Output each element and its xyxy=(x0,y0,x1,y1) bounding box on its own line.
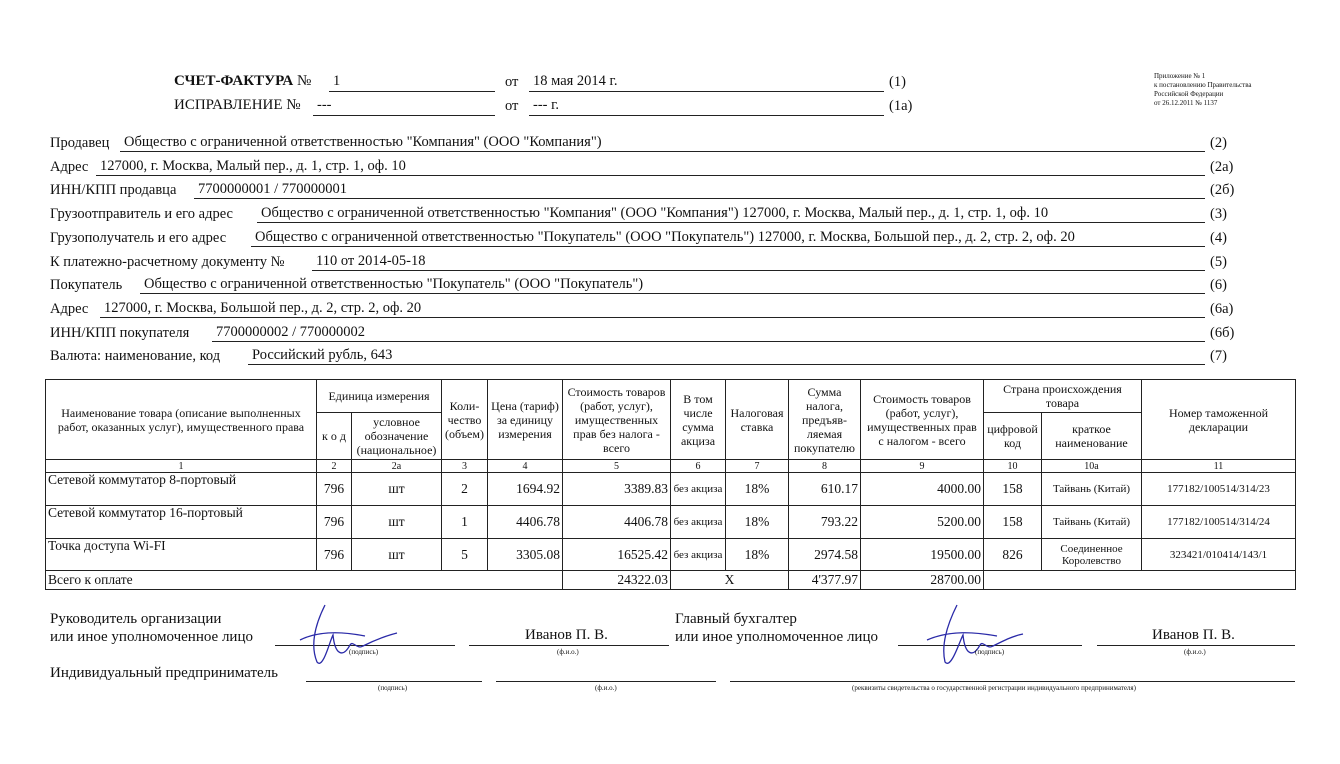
col-num: 11 xyxy=(1142,460,1296,473)
col-num: 2 xyxy=(317,460,352,473)
head-name-line xyxy=(469,645,669,646)
col-header-unit-code: к о д xyxy=(317,413,352,460)
seller-value: Общество с ограниченной ответственностью "Компания" (ООО "Компания") xyxy=(120,134,1205,152)
accountant-name: Иванов П. В. xyxy=(1152,627,1235,643)
item-qty: 1 xyxy=(442,506,488,539)
code-6a: (6а) xyxy=(1210,301,1234,317)
item-qty: 2 xyxy=(442,473,488,506)
item-country-code: 826 xyxy=(984,539,1042,571)
item-price: 4406.78 xyxy=(488,506,563,539)
item-qty: 5 xyxy=(442,539,488,571)
item-excise: без акциза xyxy=(671,506,726,539)
item-excise: без акциза xyxy=(671,539,726,571)
seller-address-label: Адрес xyxy=(50,159,89,175)
total-row xyxy=(46,571,1296,590)
item-total: 5200.00 xyxy=(861,506,984,539)
item-tax: 2974.58 xyxy=(789,539,861,571)
item-country-code: 158 xyxy=(984,473,1042,506)
item-unit-code: 796 xyxy=(317,539,352,571)
invoice-from-label: от xyxy=(505,74,519,90)
item-total: 19500.00 xyxy=(861,539,984,571)
col-header-unit-name: условное обозначение (национальное) xyxy=(352,413,442,460)
item-name: Сетевой коммутатор 16-портовый xyxy=(46,506,317,539)
head-label: Руководитель организации или иное уполномоченное лицо xyxy=(50,611,253,645)
total-sum: 28700.00 xyxy=(861,571,984,590)
total-empty xyxy=(984,571,1296,590)
item-price: 1694.92 xyxy=(488,473,563,506)
item-excise: без акциза xyxy=(671,473,726,506)
col-header-unit: Единица измерения xyxy=(317,380,442,413)
code-6b: (6б) xyxy=(1210,325,1235,341)
item-unit: шт xyxy=(352,473,442,506)
entrepreneur-registration-caption: (реквизиты свидетельства о государственной регистрации индивидуального предпринимателя) xyxy=(852,684,1136,692)
col-header-price: Цена (тариф) за единицу измерения xyxy=(488,380,563,460)
item-unit-code: 796 xyxy=(317,473,352,506)
column-numbers-row xyxy=(46,460,1296,473)
col-num: 8 xyxy=(789,460,861,473)
correction-from-label: от xyxy=(505,98,519,114)
total-cost: 24322.03 xyxy=(563,571,671,590)
item-name: Точка доступа Wi-FI xyxy=(46,539,317,571)
total-excise: X xyxy=(671,571,789,590)
item-unit-code: 796 xyxy=(317,506,352,539)
total-label: Всего к оплате xyxy=(46,571,563,590)
entrepreneur-registration-line xyxy=(730,681,1295,682)
col-num: 6 xyxy=(671,460,726,473)
accountant-signature-image xyxy=(905,600,1035,670)
consignee-label: Грузополучатель и его адрес xyxy=(50,230,227,246)
correction-date: --- г. xyxy=(529,97,884,116)
item-total: 4000.00 xyxy=(861,473,984,506)
buyer-address-label: Адрес xyxy=(50,301,89,317)
col-header-qty: Коли-чество (объем) xyxy=(442,380,488,460)
invoice-date: 18 мая 2014 г. xyxy=(529,73,884,92)
col-num: 10а xyxy=(1042,460,1142,473)
col-header-cost-with-tax: Стоимость товаров (работ, услуг), имущественных прав с налогом - всего xyxy=(861,380,984,460)
item-country-name: Тайвань (Китай) xyxy=(1042,506,1142,539)
shipper-label: Грузоотправитель и его адрес xyxy=(50,206,233,222)
table-row xyxy=(46,506,1296,539)
col-num: 5 xyxy=(563,460,671,473)
item-tax: 610.17 xyxy=(789,473,861,506)
head-fio-caption: (ф.и.о.) xyxy=(557,648,579,656)
col-header-excise: В том числе сумма акциза xyxy=(671,380,726,460)
item-cost: 16525.42 xyxy=(563,539,671,571)
item-customs: 323421/010414/143/1 xyxy=(1142,539,1296,571)
table-row xyxy=(46,539,1296,571)
entrepreneur-signature-caption: (подпись) xyxy=(378,684,408,692)
code-3: (3) xyxy=(1210,206,1227,222)
buyer-inn-label: ИНН/КПП покупателя xyxy=(50,325,190,341)
col-num: 2а xyxy=(352,460,442,473)
item-tax: 793.22 xyxy=(789,506,861,539)
code-6: (6) xyxy=(1210,277,1227,293)
col-num: 1 xyxy=(46,460,317,473)
item-country-name: Тайвань (Китай) xyxy=(1042,473,1142,506)
table-row xyxy=(46,473,1296,506)
col-num: 7 xyxy=(726,460,789,473)
consignee-value: Общество с ограниченной ответственностью "Покупатель" (ООО "Покупатель") 127000, г. Москва, Большой пер., д. 2, стр. 2, оф. 20 xyxy=(251,229,1205,247)
payment-doc-value: 110 от 2014-05-18 xyxy=(312,253,1205,271)
shipper-value: Общество с ограниченной ответственностью "Компания" (ООО "Компания") 127000, г. Москва, Малый пер., д. 1, стр. 1, оф. 10 xyxy=(257,205,1205,223)
item-price: 3305.08 xyxy=(488,539,563,571)
seller-inn-value: 7700000001 / 770000001 xyxy=(194,181,1205,199)
entrepreneur-signature-line xyxy=(306,681,482,682)
currency-label: Валюта: наименование, код xyxy=(50,348,221,364)
col-num: 10 xyxy=(984,460,1042,473)
col-header-country: Страна происхождения товара xyxy=(984,380,1142,413)
seller-label: Продавец xyxy=(50,135,110,151)
item-unit: шт xyxy=(352,539,442,571)
item-rate: 18% xyxy=(726,473,789,506)
code-1a: (1а) xyxy=(889,98,913,114)
item-country-code: 158 xyxy=(984,506,1042,539)
item-rate: 18% xyxy=(726,539,789,571)
code-1: (1) xyxy=(889,74,906,90)
appendix-note: Приложение № 1 к постановлению Правительства Российской Федерации от 26.12.2011 № 1137 xyxy=(1154,72,1252,107)
seller-address-value: 127000, г. Москва, Малый пер., д. 1, стр. 1, оф. 10 xyxy=(96,158,1205,176)
invoice-number: 1 xyxy=(329,73,495,92)
currency-value: Российский рубль, 643 xyxy=(248,347,1205,365)
item-name: Сетевой коммутатор 8-портовый xyxy=(46,473,317,506)
code-7: (7) xyxy=(1210,348,1227,364)
code-2a: (2а) xyxy=(1210,159,1234,175)
col-header-customs: Номер таможенной декларации xyxy=(1142,380,1296,460)
col-num: 3 xyxy=(442,460,488,473)
correction-label: ИСПРАВЛЕНИЕ № xyxy=(174,97,301,113)
payment-doc-label: К платежно-расчетному документу № xyxy=(50,254,285,270)
seller-inn-label: ИНН/КПП продавца xyxy=(50,182,177,198)
col-header-name: Наименование товара (описание выполненных работ, оказанных услуг), имущественного права xyxy=(46,380,317,460)
invoice-title: СЧЕТ-ФАКТУРА № xyxy=(174,73,312,89)
accountant-fio-caption: (ф.и.о.) xyxy=(1184,648,1206,656)
accountant-name-line xyxy=(1097,645,1295,646)
item-country-name: Соединенное Королевство xyxy=(1042,539,1142,571)
item-cost: 4406.78 xyxy=(563,506,671,539)
buyer-value: Общество с ограниченной ответственностью "Покупатель" (ООО "Покупатель") xyxy=(140,276,1205,294)
col-header-country-code: цифровой код xyxy=(984,413,1042,460)
code-5: (5) xyxy=(1210,254,1227,270)
code-2: (2) xyxy=(1210,135,1227,151)
invoice-table xyxy=(45,379,1296,590)
col-header-cost-no-tax: Стоимость товаров (работ, услуг), имущественных прав без налога - всего xyxy=(563,380,671,460)
head-signature-caption: (подпись) xyxy=(349,648,379,656)
col-num: 4 xyxy=(488,460,563,473)
col-num: 9 xyxy=(861,460,984,473)
col-header-tax-rate: Налоговая ставка xyxy=(726,380,789,460)
entrepreneur-name-line xyxy=(496,681,716,682)
head-name: Иванов П. В. xyxy=(525,627,608,643)
accountant-label: Главный бухгалтер или иное уполномоченное лицо xyxy=(675,611,878,645)
head-signature-image xyxy=(285,600,405,670)
code-4: (4) xyxy=(1210,230,1227,246)
col-header-country-name: краткое наименование xyxy=(1042,413,1142,460)
accountant-signature-caption: (подпись) xyxy=(975,648,1005,656)
code-2b: (2б) xyxy=(1210,182,1235,198)
item-customs: 177182/100514/314/24 xyxy=(1142,506,1296,539)
entrepreneur-label: Индивидуальный предприниматель xyxy=(50,665,278,681)
item-customs: 177182/100514/314/23 xyxy=(1142,473,1296,506)
entrepreneur-fio-caption: (ф.и.о.) xyxy=(595,684,617,692)
item-rate: 18% xyxy=(726,506,789,539)
buyer-inn-value: 7700000002 / 770000002 xyxy=(212,324,1205,342)
buyer-label: Покупатель xyxy=(50,277,123,293)
buyer-address-value: 127000, г. Москва, Большой пер., д. 2, стр. 2, оф. 20 xyxy=(100,300,1205,318)
total-tax: 4'377.97 xyxy=(789,571,861,590)
item-cost: 3389.83 xyxy=(563,473,671,506)
col-header-tax-sum: Сумма налога, предъяв-ляемая покупателю xyxy=(789,380,861,460)
item-unit: шт xyxy=(352,506,442,539)
correction-number: --- xyxy=(313,97,495,116)
